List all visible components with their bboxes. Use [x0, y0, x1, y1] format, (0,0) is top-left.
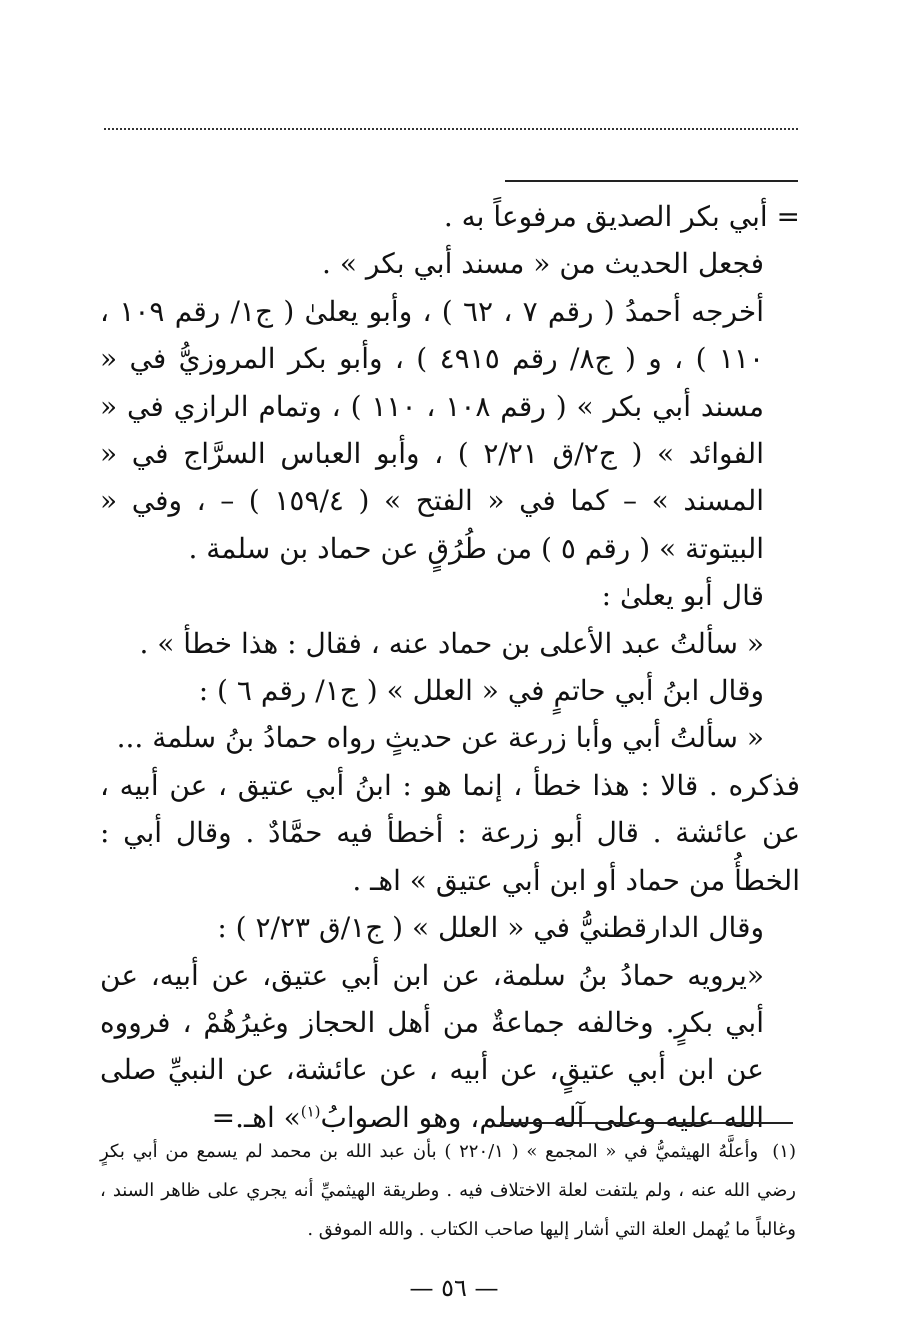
page-number: — ٥٦ —: [409, 1274, 499, 1302]
quote-daraqutni-text: «يرويه حمادُ بنُ سلمة، عن ابن أبي عتيق، عن أبيه، عن أبي بكرٍ. وخالفه جماعةٌ من أهل الحجاز وغيرُهُمْ ، فرووه عن ابن أبي عتيقٍ، عن أبيه ، عن عائشة، عن النبيِّ صلى الله عليه وعلى آله وسلم، وهو الصوابُ: [100, 958, 764, 1134]
footnote-separator: [500, 1122, 793, 1124]
footnote-text: وأعلَّهُ الهيثميُّ في « المجمع » ( ٢٢٠/١ ) بأن عبد الله بن محمد لم يسمع من أبي بكرٍ رضي الله عنه ، ولم يلتفت لعلة الاختلاف فيه . وطريقة الهيثميِّ أنه يجري على ظاهر السند ، وغالباً ما يُهمل العلة التي أشار إليها صاحب الكتاب . والله الموفق .: [100, 1141, 796, 1240]
paragraph-musnad-note: فجعل الحديث من « مسند أبي بكر » .: [322, 247, 764, 281]
footnote-reference[interactable]: (١): [300, 1102, 321, 1121]
paragraph-ibn-abi-hatim-heading: وقال ابنُ أبي حاتمٍ في « العلل » ( ج١/ رقم ٦ ) :: [198, 674, 764, 708]
quote-ibn-abi-hatim-start: « سألتُ أبي وأبا زرعة عن حديثٍ رواه حمادُ بنُ سلمة ...: [116, 721, 764, 755]
footnote-number: (١): [772, 1141, 796, 1162]
paragraph-takhrij: أخرجه أحمدُ ( رقم ٧ ، ٦٢ ) ، وأبو يعلىٰ ( ج١/ رقم ١٠٩ ، ١١٠ ) ، و ( ج٨/ رقم ٤٩١٥ ) ، وأبو بكر المروزيُّ في « مسند أبي بكر » ( رقم ١٠٨ ، ١١٠ ) ، وتمام الرازي في « الفوائد » ( ج٢/ق ٢/٢١ ) ، وأبو العباس السرَّاج في « المسند » – كما في « الفتح » ( ١٥٩/٤ ) – ، وفي « البيتوتة » ( رقم ٥ ) من طُرُقٍ عن حماد بن سلمة .: [100, 294, 765, 565]
paragraph-continuation: = أبي بكر الصديق مرفوعاً به .: [443, 200, 800, 233]
header-dotted-rule: [104, 128, 798, 130]
quote-daraqutni-end: » اهـ.=: [211, 1100, 301, 1134]
footnotes-section: [100, 1132, 796, 1249]
paragraph-abu-yala-heading: قال أبو يعلىٰ :: [601, 579, 764, 613]
continuation-rule: [505, 180, 798, 182]
paragraph-daraqutni-heading: وقال الدارقطنيُّ في « العلل » ( ج١/ق ٢/٢٣ ) :: [217, 911, 764, 945]
quote-daraqutni: [100, 952, 800, 1142]
main-text-body: [100, 193, 800, 1141]
footnote-1: [100, 1132, 796, 1249]
quote-abu-yala: « سألتُ عبد الأعلى بن حماد عنه ، فقال : هذا خطأ » .: [139, 626, 764, 660]
quote-ibn-abi-hatim-body: فذكره . قالا : هذا خطأ ، إنما هو : ابنُ أبي عتيق ، عن أبيه ، عن عائشة . قال أبو زرعة : أخطأ فيه حمَّادٌ . وقال أبي : الخطأُ من حماد أو ابن أبي عتيق » اهـ .: [100, 768, 800, 897]
